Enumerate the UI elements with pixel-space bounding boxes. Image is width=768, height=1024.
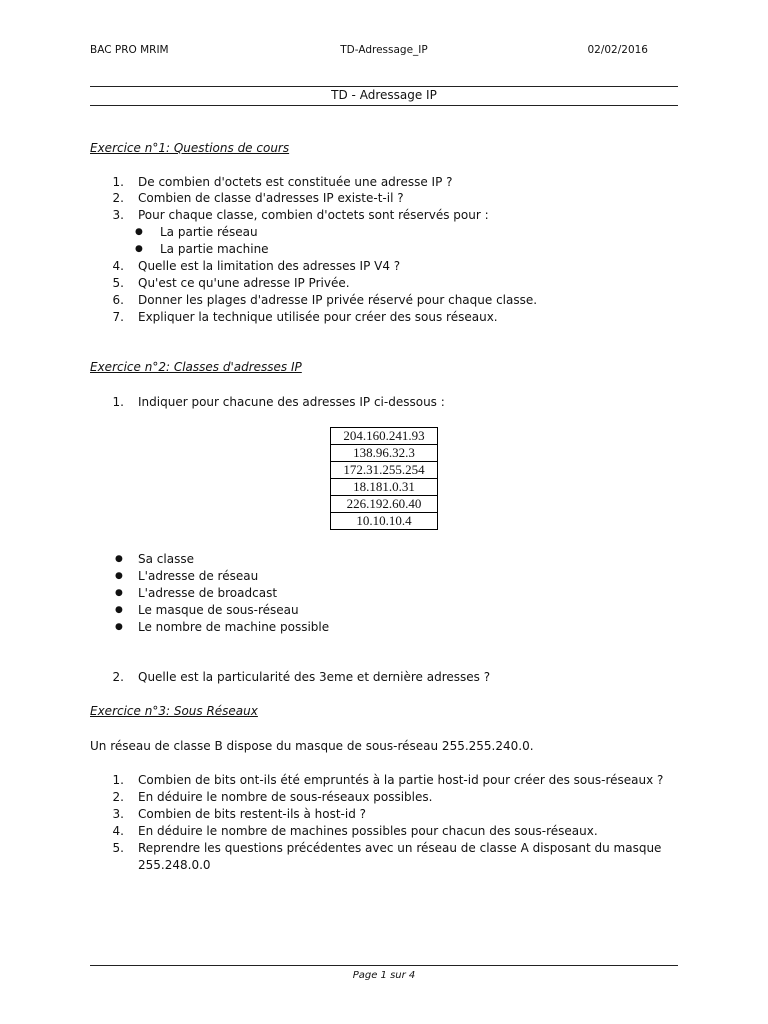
list-item: Combien de bits ont-ils été empruntés à la partie host-id pour créer des sous-réseaux ? [138, 773, 664, 787]
list-number: 3. [112, 208, 124, 222]
list-number: 7. [112, 310, 124, 324]
list-number: 2. [112, 790, 124, 804]
bullet-icon: ● [135, 227, 143, 237]
ip-cell: 10.10.10.4 [331, 513, 438, 530]
list-item: Le masque de sous-réseau [138, 603, 299, 617]
list-number: 1. [112, 773, 124, 787]
list-number: 1. [112, 175, 124, 189]
ip-cell: 172.31.255.254 [331, 462, 438, 479]
list-item: Expliquer la technique utilisée pour créer des sous réseaux. [138, 310, 498, 324]
ip-cell: 226.192.60.40 [331, 496, 438, 513]
table-row [331, 462, 438, 479]
table-row [331, 513, 438, 530]
list-item: De combien d'octets est constituée une adresse IP ? [138, 175, 453, 189]
list-number: 4. [112, 259, 124, 273]
page-number: Page 1 sur 4 [352, 970, 416, 981]
bullet-icon: ● [115, 571, 123, 581]
ip-address-table [330, 427, 438, 530]
ip-cell: 138.96.32.3 [331, 445, 438, 462]
list-number: 1. [112, 395, 124, 409]
header-center: TD-Adressage_IP [340, 44, 428, 56]
list-item: En déduire le nombre de machines possibles pour chacun des sous-réseaux. [138, 824, 598, 838]
list-item: En déduire le nombre de sous-réseaux possibles. [138, 790, 433, 804]
list-item: Qu'est ce qu'une adresse IP Privée. [138, 276, 350, 290]
ex3-intro: Un réseau de classe B dispose du masque de sous-réseau 255.255.240.0. [90, 739, 534, 753]
list-item: Le nombre de machine possible [138, 620, 330, 634]
list-number: 3. [112, 807, 124, 821]
header-left: BAC PRO MRIM [90, 44, 169, 56]
table-row [331, 445, 438, 462]
ex2-heading: Exercice n°2: Classes d'adresses IP [90, 360, 302, 374]
table-row [331, 496, 438, 513]
list-number: 4. [112, 824, 124, 838]
list-number: 5. [112, 841, 124, 855]
list-item: Combien de classe d'adresses IP existe-t-il ? [138, 191, 404, 205]
bullet-icon: ● [115, 588, 123, 598]
list-item: L'adresse de broadcast [138, 586, 278, 600]
bullet-icon: ● [115, 605, 123, 615]
list-item-continuation: 255.248.0.0 [138, 858, 211, 872]
bullet-icon: ● [115, 554, 123, 564]
sub-list-item: La partie machine [160, 242, 269, 256]
ip-cell: 18.181.0.31 [331, 479, 438, 496]
list-item: Pour chaque classe, combien d'octets sont réservés pour : [138, 208, 489, 222]
list-item: Donner les plages d'adresse IP privée réservé pour chaque classe. [138, 293, 538, 307]
bullet-icon: ● [115, 622, 123, 632]
ex1-heading: Exercice n°1: Questions de cours [90, 141, 290, 155]
table-row [331, 428, 438, 445]
title-rule-top [90, 86, 678, 87]
list-item: Indiquer pour chacune des adresses IP ci-dessous : [138, 395, 445, 409]
list-item: Quelle est la limitation des adresses IP V4 ? [138, 259, 401, 273]
list-item: Combien de bits restent-ils à host-id ? [138, 807, 367, 821]
list-item: Sa classe [138, 552, 194, 566]
ip-cell: 204.160.241.93 [331, 428, 438, 445]
sub-list-item: La partie réseau [160, 225, 258, 239]
ex3-heading: Exercice n°3: Sous Réseaux [90, 704, 258, 718]
footer-rule [90, 965, 678, 966]
list-item: L'adresse de réseau [138, 569, 259, 583]
list-number: 6. [112, 293, 124, 307]
title-rule-bottom [90, 105, 678, 106]
list-number: 5. [112, 276, 124, 290]
page-title: TD - Adressage IP [331, 88, 437, 102]
list-item: Reprendre les questions précédentes avec un réseau de classe A disposant du masque [138, 841, 662, 855]
bullet-icon: ● [135, 244, 143, 254]
list-number: 2. [112, 670, 124, 684]
table-row [331, 479, 438, 496]
header-right: 02/02/2016 [587, 44, 648, 56]
list-number: 2. [112, 191, 124, 205]
list-item: Quelle est la particularité des 3eme et dernière adresses ? [138, 670, 491, 684]
